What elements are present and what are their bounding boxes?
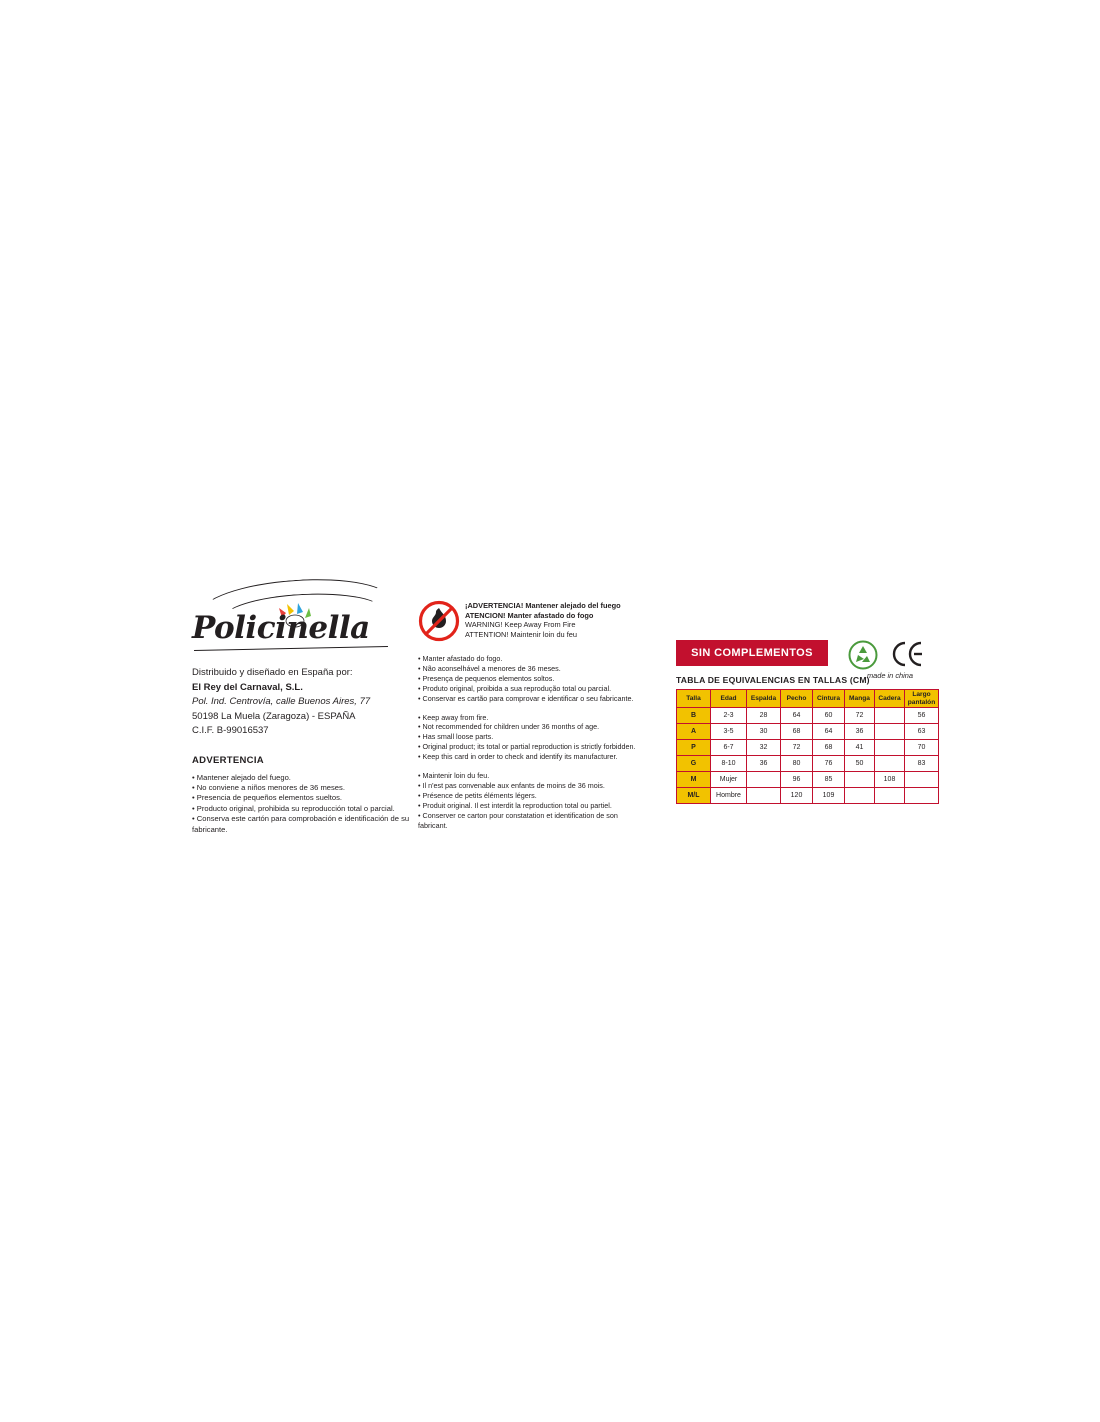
warning-title: ADVERTENCIA (192, 754, 264, 766)
table-header-row (677, 690, 939, 708)
cell-sleeve: 72 (845, 708, 875, 724)
cell-hip (875, 740, 905, 756)
bullet-item: • Mantener alejado del fuego. (192, 772, 291, 782)
right-panel (676, 640, 946, 804)
column-header: Largo pantalón (905, 690, 939, 708)
cell-size: M (677, 772, 711, 788)
table-title: TABLA DE EQUIVALENCIAS EN TALLAS (CM) (676, 675, 870, 685)
column-header: Manga (845, 690, 875, 708)
bullet-item: • Produto original, proibida a sua reprodução total ou parcial. (418, 683, 612, 693)
table-row (677, 756, 939, 772)
cell-sleeve (845, 788, 875, 804)
distributed-label: Distribuido y diseñado en España por: (192, 667, 353, 678)
recycle-icon (848, 640, 878, 670)
cell-trouser-length (905, 772, 939, 788)
table-row (677, 724, 939, 740)
bullets-fr (418, 771, 648, 830)
bullet-item: • Maintenir loin du feu. (418, 771, 490, 781)
cell-size: G (677, 756, 711, 772)
ce-mark-icon (890, 640, 924, 668)
cell-chest: 120 (781, 788, 813, 804)
table-row (677, 708, 939, 724)
bullet-item: • Not recommended for children under 36 months of age. (418, 722, 600, 732)
cell-trouser-length (905, 788, 939, 804)
cell-hip (875, 724, 905, 740)
cell-waist: 64 (813, 724, 845, 740)
cell-sleeve (845, 772, 875, 788)
column-header: Cintura (813, 690, 845, 708)
address-line-1: Pol. Ind. Centrovía, calle Buenos Aires, 77 (192, 696, 371, 707)
cell-chest: 72 (781, 740, 813, 756)
cell-back: 36 (747, 756, 781, 772)
cell-back: 32 (747, 740, 781, 756)
size-equivalence-table (676, 689, 939, 804)
column-header: Pecho (781, 690, 813, 708)
bullet-item: • Conservar es cartão para comprovar e identificar o seu fabricante. (418, 693, 634, 703)
address-line-2: 50198 La Muela (Zaragoza) - ESPAÑA (192, 710, 356, 722)
cell-back: 28 (747, 708, 781, 724)
bullet-item: • Não aconselhável a menores de 36 meses. (418, 663, 561, 673)
cell-age: 3-5 (711, 724, 747, 740)
column-header: Cadera (875, 690, 905, 708)
status-badge: SIN COMPLEMENTOS (676, 640, 828, 666)
company-name: El Rey del Carnaval, S.L. (192, 681, 303, 693)
cell-age: 8-10 (711, 756, 747, 772)
cell-back: 30 (747, 724, 781, 740)
cell-trouser-length: 63 (905, 724, 939, 740)
warning-bullets-es (192, 773, 442, 835)
column-header: Talla (677, 690, 711, 708)
cell-hip: 108 (875, 772, 905, 788)
bullets-pt (418, 654, 648, 704)
cell-hip (875, 708, 905, 724)
bullet-item: • Producto original, prohibida su reproducción total o parcial. (192, 803, 395, 813)
cell-chest: 68 (781, 724, 813, 740)
bullet-item: • Produit original. Il est interdit la reproduction total ou partiel. (418, 800, 612, 810)
cell-chest: 80 (781, 756, 813, 772)
bullet-item: • Présence de petits éléments légers. (418, 790, 537, 800)
certification-marks (848, 638, 948, 682)
multilingual-bullets (418, 654, 648, 831)
column-header: Espalda (747, 690, 781, 708)
cell-age: Mujer (711, 772, 747, 788)
cell-size: B (677, 708, 711, 724)
bullet-item: • Keep this card in order to check and identify its manufacturer. (418, 752, 618, 762)
warning-header-en: WARNING! Keep Away From Fire (465, 620, 576, 630)
table-row (677, 740, 939, 756)
cell-chest: 64 (781, 708, 813, 724)
cell-hip (875, 756, 905, 772)
bullet-item: • Has small loose parts. (418, 732, 494, 742)
cell-sleeve: 50 (845, 756, 875, 772)
cell-trouser-length: 56 (905, 708, 939, 724)
cell-waist: 68 (813, 740, 845, 756)
table-row (677, 772, 939, 788)
cell-size: P (677, 740, 711, 756)
warning-header-row (418, 600, 648, 646)
cell-waist: 60 (813, 708, 845, 724)
brand-logo (192, 580, 402, 652)
made-in-label: made in china (866, 671, 913, 680)
bullet-item: • Presencia de pequeños elementos sueltos. (192, 793, 342, 803)
cell-size: M/L (677, 788, 711, 804)
cell-hip (875, 788, 905, 804)
bullet-item: • Conserva este cartón para comprobación e identificación de su fabricante. (192, 814, 410, 834)
cell-back (747, 788, 781, 804)
cell-chest: 96 (781, 772, 813, 788)
cell-waist: 109 (813, 788, 845, 804)
brand-name: Policinella (192, 610, 370, 646)
warning-header-pt: ATENCION! Manter afastado do fogo (465, 610, 594, 620)
bullet-item: • No conviene a niños menores de 36 meses. (192, 782, 345, 792)
cell-age: Hombre (711, 788, 747, 804)
bullet-item: • Manter afastado do fogo. (418, 654, 503, 663)
bullets-en (418, 713, 648, 763)
distributor-info (192, 666, 442, 739)
cell-back (747, 772, 781, 788)
bullet-item: • Original product; its total or partial reproduction is strictly forbidden. (418, 742, 636, 752)
cell-sleeve: 41 (845, 740, 875, 756)
cell-sleeve: 36 (845, 724, 875, 740)
cif-number: C.I.F. B-99016537 (192, 725, 269, 736)
logo-underline (194, 646, 388, 651)
table-row (677, 788, 939, 804)
warning-headers (465, 601, 621, 639)
cell-trouser-length: 83 (905, 756, 939, 772)
column-header: Edad (711, 690, 747, 708)
warning-header-fr: ATTENTION! Maintenir loin du feu (465, 629, 577, 639)
bullet-item: • Il n'est pas convenable aux enfants de moins de 36 mois. (418, 780, 605, 790)
cell-age: 6-7 (711, 740, 747, 756)
cell-age: 2-3 (711, 708, 747, 724)
bullet-item: • Conserver ce carton pour constatation et identification de son fabricant. (418, 810, 618, 830)
cell-trouser-length: 70 (905, 740, 939, 756)
middle-panel (418, 600, 648, 840)
left-panel (192, 580, 442, 835)
bullet-item: • Presença de pequenos elementos soltos. (418, 673, 555, 683)
cell-waist: 85 (813, 772, 845, 788)
no-fire-icon (418, 600, 460, 642)
warning-header-es: ¡ADVERTENCIA! Mantener alejado del fuego (465, 601, 621, 610)
bullet-item: • Keep away from fire. (418, 712, 489, 722)
cell-size: A (677, 724, 711, 740)
cell-waist: 76 (813, 756, 845, 772)
